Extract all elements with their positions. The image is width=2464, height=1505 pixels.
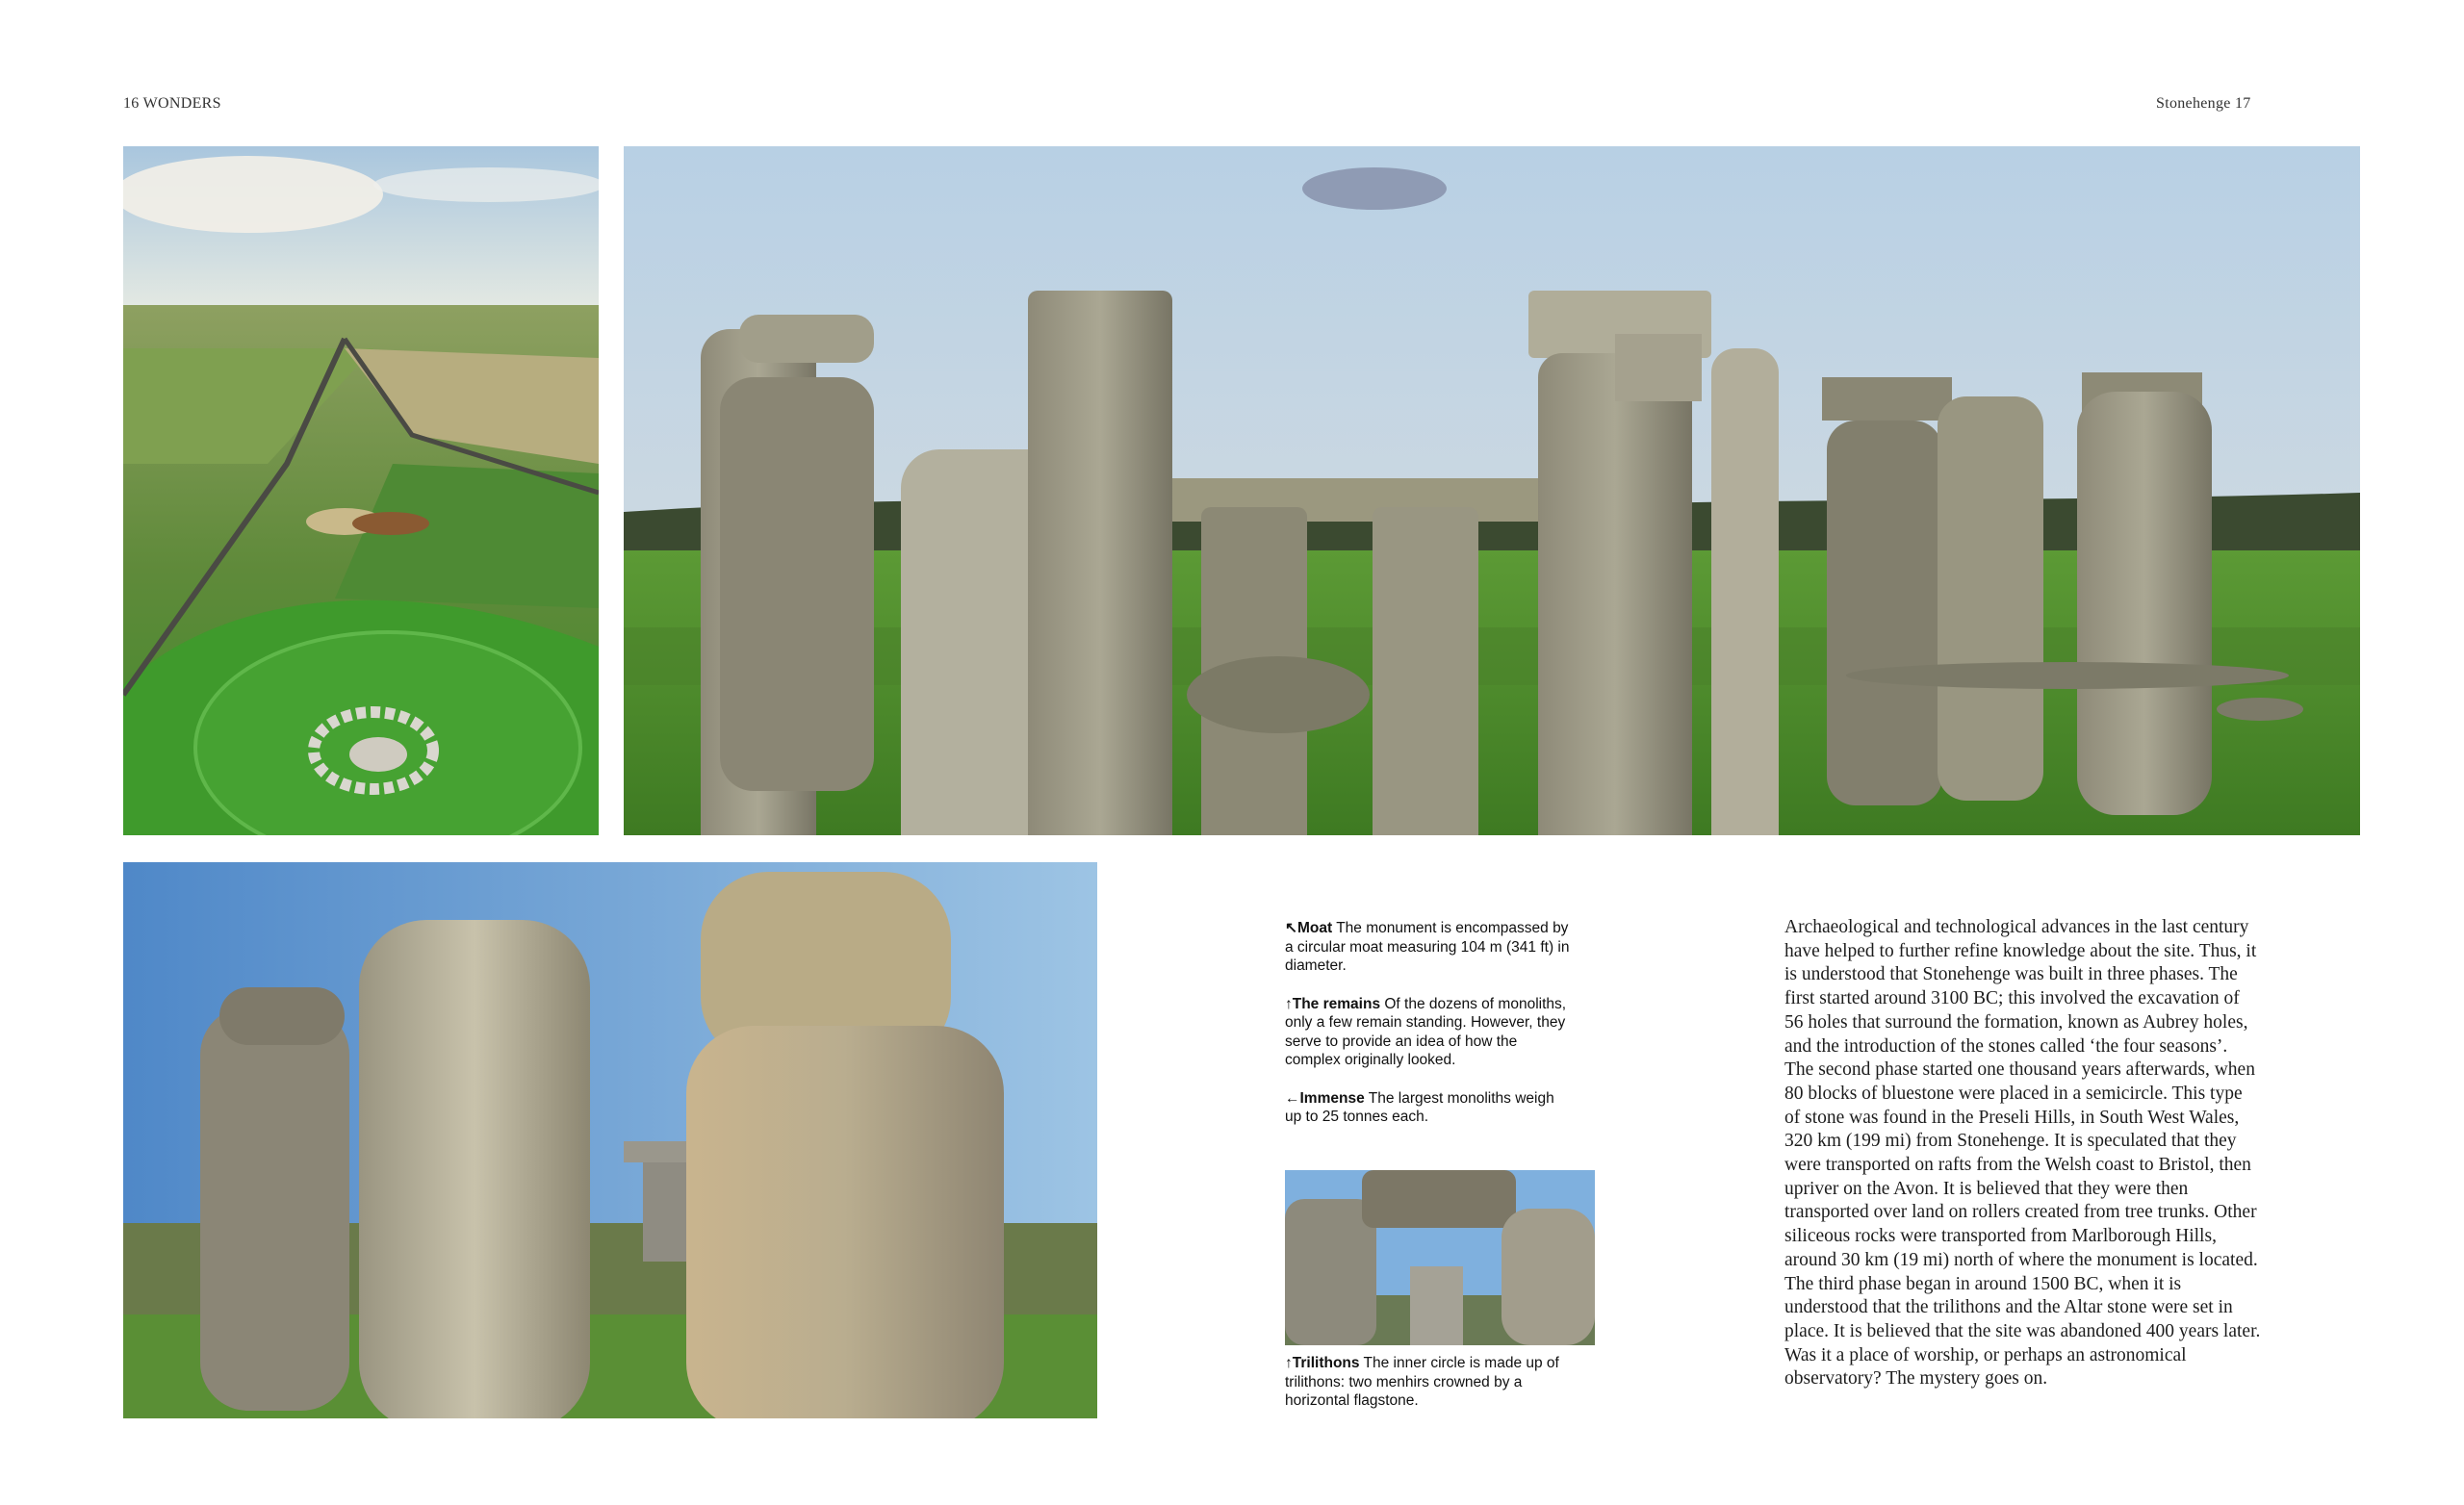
caption-text: The inner circle is made up of trilithons: two menhirs crowned by a horizontal flagstone. (1285, 1355, 1559, 1409)
caption-remains (1285, 995, 1574, 1070)
caption-moat (1285, 919, 1574, 976)
caption-trilithons (1285, 1354, 1574, 1411)
aerial-view-photo (123, 146, 599, 835)
caption-arrow-icon: ↖ (1285, 920, 1297, 936)
right-folio: Stonehenge 17 (2156, 95, 2251, 112)
caption-text: Of the dozens of monoliths, only a few remain standing. However, they serve to provide an idea of how the complex originally looked. (1285, 995, 1567, 1068)
caption-title: Immense (1299, 1089, 1365, 1107)
left-folio: 16 WONDERS (123, 95, 221, 112)
caption-text: The largest monoliths weigh up to 25 tonnes each. (1285, 1089, 1554, 1125)
body-text: Archaeological and technological advances in the last century have helped to further refine knowledge about the site. Thus, it is understood that Stonehenge was built in three phases. The first started around 3100 BC; this involved the excavation of 56 holes that surround the formation, known as Aubrey holes, and the introduction of the stones called ‘the four seasons’. The second phase started one thousand years afterwards, when 80 blocks of bluestone were placed in a semicircle. This type of stone was found in the Preseli Hills, in South West Wales, 320 km (199 mi) from Stonehenge. It is speculated that they were transported on rafts from the Welsh coast to Bristol, then upriver on the Avon. It is believed that they were then transported over land on rollers created from tree trunks. Other siliceous rocks were transported from Marlborough Hills, around 30 km (19 mi) north of where the monument is located. The third phase began in around 1500 BC, when it is understood that the trilithons and the Altar stone were set in place. It is believed that the site was abandoned 400 years later. Was it a place of worship, or perhaps an astronomical observatory? The mystery goes on. (1784, 917, 2261, 1390)
caption-immense (1285, 1089, 1574, 1127)
caption-title: Trilithons (1292, 1355, 1360, 1371)
caption-arrow-icon: ↑ (1285, 1355, 1293, 1371)
closeup-monoliths-photo (123, 862, 1097, 1418)
caption-arrow-icon: ↑ (1285, 995, 1293, 1012)
caption-title: The remains (1292, 995, 1381, 1012)
caption-title: Moat (1297, 920, 1333, 936)
main-stonehenge-photo (624, 146, 2360, 835)
trilithon-photo (1285, 1170, 1595, 1345)
caption-arrow-icon: ← (1285, 1089, 1300, 1107)
caption-text: The monument is encompassed by a circular moat measuring 104 m (341 ft) in diameter. (1285, 920, 1570, 974)
captions-column (1285, 919, 1574, 1146)
